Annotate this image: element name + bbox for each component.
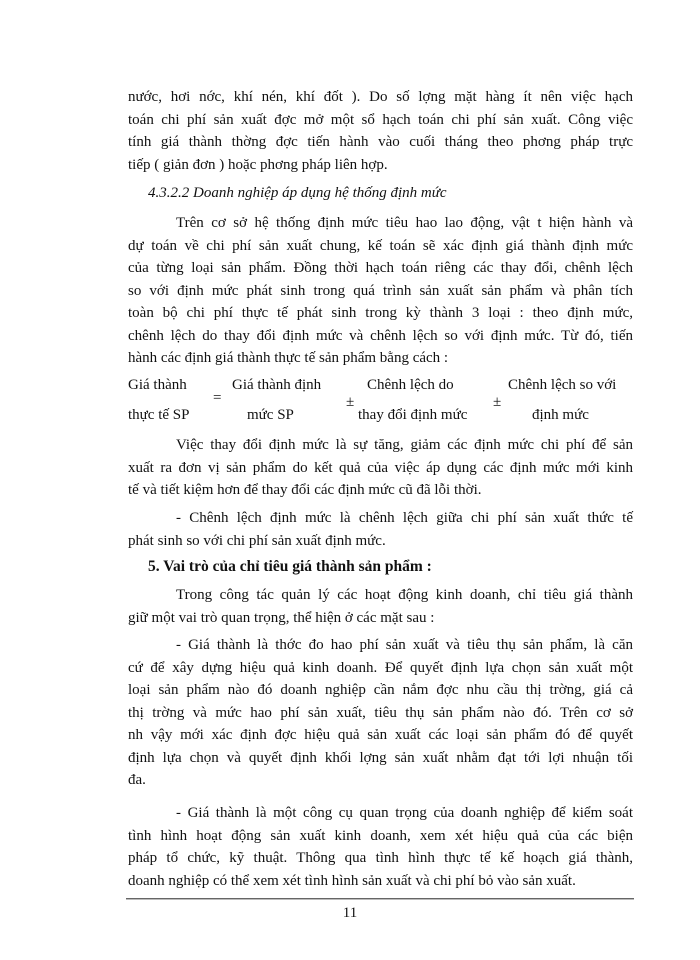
formula-term-2-line-1: Giá thành định xyxy=(232,377,322,393)
text-line: - Giá thành là một công cụ quan trọng của doanh nghiệp để kiểm soát xyxy=(176,805,633,821)
text-line: loại sản phẩm nào đó doanh nghiệp cần nắm đợc nhu cầu thị trờng, giá cả xyxy=(128,682,633,698)
formula-plus-minus-2: ± xyxy=(493,394,502,410)
paragraph-3 xyxy=(128,434,633,502)
formula-term-4-line-1: Chênh lệch so với xyxy=(508,377,617,393)
text-line: cứ để xây dựng hiệu quả kinh doanh. Để quyết định lựa chọn sản xuất một xyxy=(128,659,633,676)
text-line: hành các định giá thành thực tế sản phẩm bằng cách : xyxy=(128,350,449,366)
text-line: giữ một vai trò quan trọng, thể hiện ở các mặt sau : xyxy=(128,609,435,626)
text-line: chênh lệch do thay đổi định mức và chênh lệch so với định mức. Từ đó, tiến xyxy=(128,327,633,344)
subsection-heading: 4.3.2.2 Doanh nghiệp áp dụng hệ thống định mức xyxy=(148,185,447,201)
text-line: tính giá thành thờng đợc tiến hành vào cuối tháng theo phơng pháp trực xyxy=(128,134,633,150)
formula-term-2-line-2: mức SP xyxy=(247,407,294,423)
footer-divider xyxy=(126,898,634,900)
text-line: pháp tổ chức, kỹ thuật. Thông qua tình hình thực tế kế hoạch giá thành, xyxy=(128,850,633,866)
text-line: Việc thay đổi định mức là sự tăng, giảm các định mức chi phí để sản xyxy=(176,437,633,453)
page-number: 11 xyxy=(342,905,358,921)
paragraph-7 xyxy=(128,802,633,892)
formula-term-1-line-2: thực tế SP xyxy=(128,407,190,423)
text-line: dự toán về chi phí sản xuất chung, kế toán sẽ xác định giá thành định mức xyxy=(128,237,633,254)
text-line: toàn bộ chi phí thực tế phát sinh trong kỳ thành 3 loại : theo định mức, xyxy=(128,305,633,321)
text-line: thị trờng và mức hao phí sản xuất, tiêu thụ sản phẩm nào đó. Trên cơ sở xyxy=(128,704,633,721)
text-line: tiếp ( giản đơn ) hoặc phơng pháp liên hợp. xyxy=(128,156,388,173)
text-line: đa. xyxy=(128,772,146,788)
formula-equals: = xyxy=(213,390,222,406)
formula-term-3-line-2: thay đổi định mức xyxy=(358,407,468,423)
text-line: định lựa chọn và quyết định khối lợng sản xuất nhằm đạt tới lợi nhuận tối xyxy=(128,749,633,766)
paragraph-4 xyxy=(128,507,633,552)
paragraph-1 xyxy=(128,86,633,176)
text-line: tế và tiết kiệm hơn để thay đổi các định mức cũ đã lỗi thời. xyxy=(128,482,482,498)
text-line: Trên cơ sở hệ thống định mức tiêu hao lao động, vật t hiện hành và xyxy=(176,215,633,231)
text-line: toán chi phí sản xuất đợc mở một sổ hạch toán chi phí sản xuất. Công việc xyxy=(128,111,633,128)
section-heading: 5. Vai trò của chỉ tiêu giá thành sản phẩm : xyxy=(148,558,432,575)
paragraph-6 xyxy=(128,634,633,792)
text-line: xuất ra đơn vị sản phẩm do kết quả của việc áp dụng các định mức mới kinh xyxy=(128,459,633,476)
formula-term-1-line-1: Giá thành xyxy=(128,377,187,393)
text-line: so với định mức phát sinh trong quá trình sản xuất sản phẩm và phân tích xyxy=(128,282,633,299)
formula-term-3-line-1: Chênh lệch do xyxy=(367,377,454,393)
text-line: phát sinh so với chi phí sản xuất định mức. xyxy=(128,532,386,549)
text-line: nh vậy mới xác định đợc hiệu quả sản xuất các loại sản phẩm đó để quyết xyxy=(128,727,633,743)
text-line: nước, hơi nớc, khí nén, khí đốt ). Do số lợng mặt hàng ít nên việc hạch xyxy=(128,89,633,105)
text-line: của từng loại sản phẩm. Đồng thời hạch toán riêng các thay đổi, chênh lệch xyxy=(128,260,633,276)
text-line: Trong công tác quản lý các hoạt động kinh doanh, chỉ tiêu giá thành xyxy=(176,587,633,603)
paragraph-5 xyxy=(128,584,633,629)
text-line: doanh nghiệp có thể xem xét tình hình sản xuất và chi phí bỏ vào sản xuất. xyxy=(128,872,576,889)
formula-term-4-line-2: định mức xyxy=(532,407,589,423)
text-line: tình hình hoạt động sản xuất kinh doanh, xem xét hiệu quả của các biện xyxy=(128,827,633,844)
text-line: - Chênh lệch định mức là chênh lệch giữa chi phí sản xuất thức tế xyxy=(176,510,633,526)
paragraph-2 xyxy=(128,212,633,370)
formula-plus-minus-1: ± xyxy=(346,394,355,410)
text-line: - Giá thành là thớc đo hao phí sản xuất và tiêu thụ sản phẩm, là căn xyxy=(176,637,633,653)
